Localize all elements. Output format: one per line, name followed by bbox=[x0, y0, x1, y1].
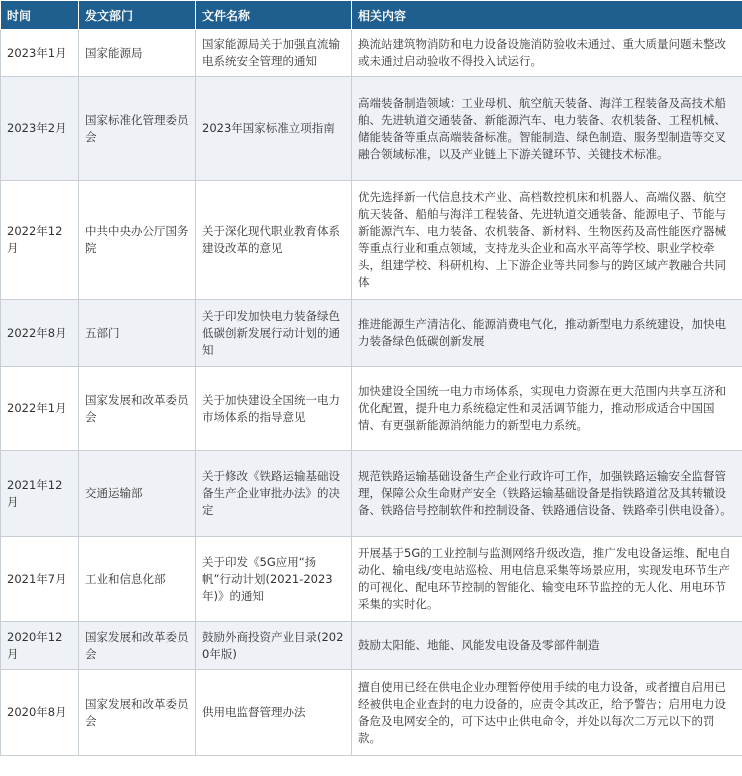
cell-department: 国家发展和改革委员会 bbox=[79, 622, 196, 670]
cell-content: 高端装备制造领域：工业母机、航空航天装备、海洋工程装备及高技术船舶、先进轨道交通装备、新能源汽车、电力装备、农机装备、工程机械、储能装备等重点高端装备标准。智能制造、绿色制造、服务型制造等交叉融合领域标准，以及产业链上下游关键环节、关键技术标准。 bbox=[352, 77, 742, 181]
cell-document-name: 2023年国家标准立项指南 bbox=[196, 77, 352, 181]
header-document-name: 文件名称 bbox=[196, 1, 352, 30]
table-row bbox=[1, 367, 742, 451]
cell-date: 2020年8月 bbox=[1, 670, 79, 756]
cell-document-name: 供用电监督管理办法 bbox=[196, 670, 352, 756]
header-time: 时间 bbox=[1, 1, 79, 30]
cell-date: 2023年2月 bbox=[1, 77, 79, 181]
table-header bbox=[1, 1, 742, 30]
table-row bbox=[1, 77, 742, 181]
cell-document-name: 关于印发加快电力装备绿色低碳创新发展行动计划的通知 bbox=[196, 300, 352, 367]
cell-date: 2020年12月 bbox=[1, 622, 79, 670]
cell-department: 国家发展和改革委员会 bbox=[79, 367, 196, 451]
table-row bbox=[1, 622, 742, 670]
cell-date: 2021年7月 bbox=[1, 537, 79, 622]
cell-content: 规范铁路运输基础设备生产企业行政许可工作，加强铁路运输安全监督管理，保障公众生命财产安全（铁路运输基础设备是指铁路道岔及其转辙设备、铁路信号控制软件和控制设备、铁路通信设备、铁路牵引供电设备）。 bbox=[352, 451, 742, 537]
cell-date: 2023年1月 bbox=[1, 30, 79, 77]
cell-content: 开展基于5G的工业控制与监测网络升级改造，推广发电设备运维、配电自动化、输电线/变电站巡检、用电信息采集等场景应用，实现发电环节生产的可视化、配电环节控制的智能化、输变电环节监控的无人化、用电环节采集的实时化。 bbox=[352, 537, 742, 622]
header-content: 相关内容 bbox=[352, 1, 742, 30]
table-row bbox=[1, 537, 742, 622]
table-row bbox=[1, 300, 742, 367]
cell-content: 优先选择新一代信息技术产业、高档数控机床和机器人、高端仪器、航空航天装备、船舶与海洋工程装备、先进轨道交通装备、能源电子、节能与新能源汽车、电力装备、农机装备、新材料、生物医药及高性能医疗器械等重点行业和重点领域，支持龙头企业和高水平高等学校、职业学校牵头，组建学校、科研机构、上下游企业等共同参与的跨区域产教融合共同体 bbox=[352, 181, 742, 300]
cell-content: 加快建设全国统一电力市场体系，实现电力资源在更大范围内共享互济和优化配置，提升电力系统稳定性和灵活调节能力，推动形成适合中国国情、有更强新能源消纳能力的新型电力系统。 bbox=[352, 367, 742, 451]
cell-document-name: 国家能源局关于加强直流输电系统安全管理的通知 bbox=[196, 30, 352, 77]
cell-department: 中共中央办公厅国务院 bbox=[79, 181, 196, 300]
cell-department: 交通运输部 bbox=[79, 451, 196, 537]
cell-content: 换流站建筑物消防和电力设备设施消防验收未通过、重大质量问题未整改或未通过启动验收不得投入试运行。 bbox=[352, 30, 742, 77]
cell-date: 2022年8月 bbox=[1, 300, 79, 367]
cell-document-name: 关于深化现代职业教育体系建设改革的意见 bbox=[196, 181, 352, 300]
table-row bbox=[1, 181, 742, 300]
cell-department: 工业和信息化部 bbox=[79, 537, 196, 622]
cell-document-name: 关于印发《5G应用“扬帆”行动计划(2021-2023年)》的通知 bbox=[196, 537, 352, 622]
cell-document-name: 鼓励外商投资产业目录(2020年版) bbox=[196, 622, 352, 670]
cell-content: 推进能源生产清洁化、能源消费电气化，推动新型电力系统建设，加快电力装备绿色低碳创新发展 bbox=[352, 300, 742, 367]
cell-department: 国家标准化管理委员会 bbox=[79, 77, 196, 181]
cell-date: 2021年12月 bbox=[1, 451, 79, 537]
cell-date: 2022年1月 bbox=[1, 367, 79, 451]
table-row bbox=[1, 670, 742, 756]
header-department: 发文部门 bbox=[79, 1, 196, 30]
cell-document-name: 关于修改《铁路运输基础设备生产企业审批办法》的决定 bbox=[196, 451, 352, 537]
cell-date: 2022年12月 bbox=[1, 181, 79, 300]
cell-content: 擅自使用已经在供电企业办理暂停使用手续的电力设备，或者擅自启用已经被供电企业查封的电力设备的，应责令其改正，给予警告；启用电力设备危及电网安全的，可下达中止供电命令，并处以每次二万元以下的罚款。 bbox=[352, 670, 742, 756]
cell-content: 鼓励太阳能、地能、风能发电设备及零部件制造 bbox=[352, 622, 742, 670]
cell-department: 五部门 bbox=[79, 300, 196, 367]
cell-department: 国家发展和改革委员会 bbox=[79, 670, 196, 756]
cell-document-name: 关于加快建设全国统一电力市场体系的指导意见 bbox=[196, 367, 352, 451]
table-row bbox=[1, 30, 742, 77]
cell-department: 国家能源局 bbox=[79, 30, 196, 77]
table-row bbox=[1, 451, 742, 537]
